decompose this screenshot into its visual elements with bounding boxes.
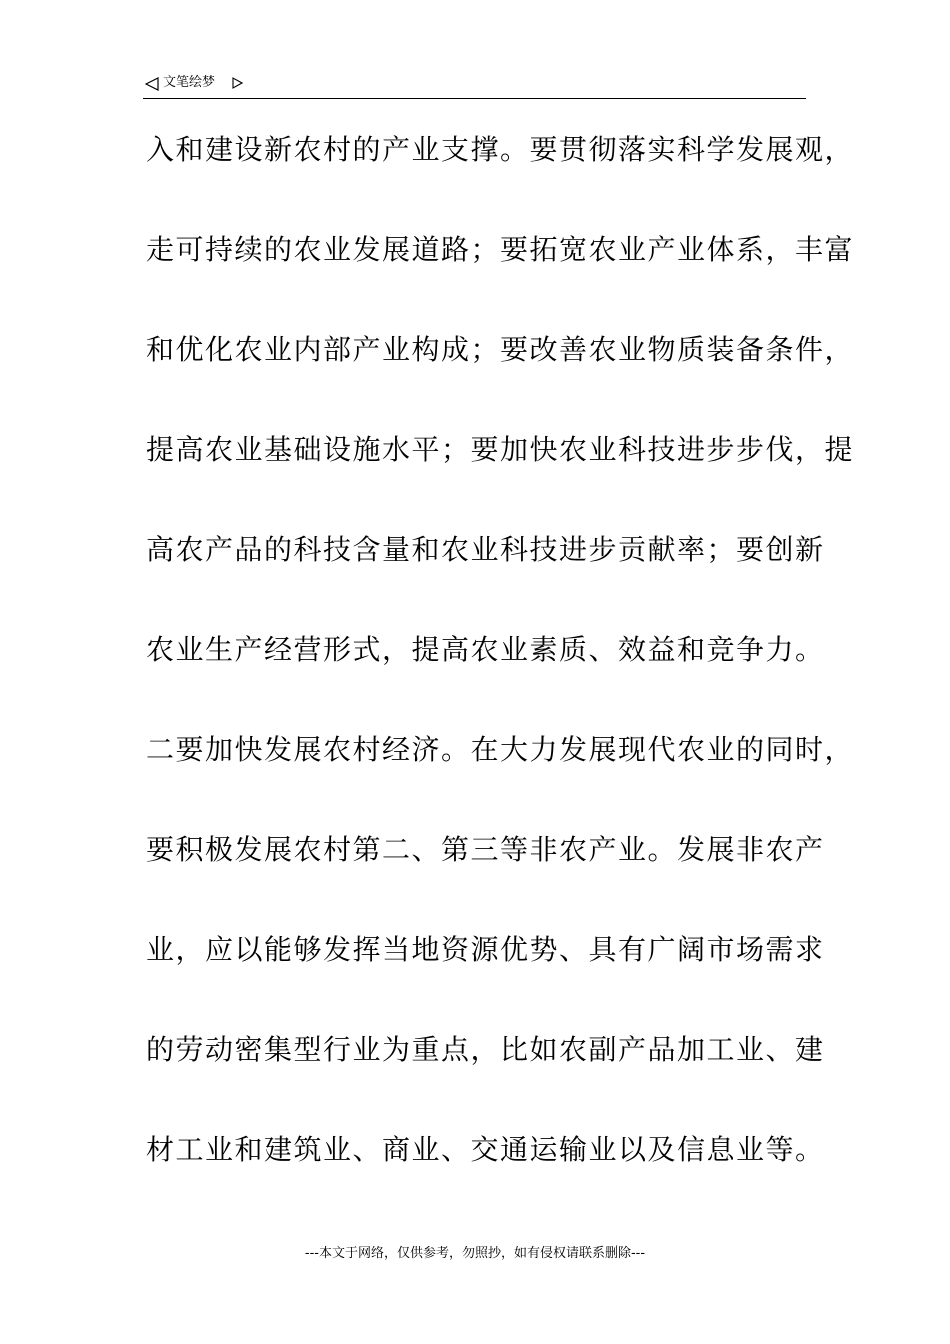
text-line: 农业生产经营形式，提高农业素质、效益和竞争力。 xyxy=(146,633,825,666)
text-line: 和优化农业内部产业构成；要改善农业物质装备条件， xyxy=(146,333,855,366)
triangle-right-icon xyxy=(232,77,243,89)
text-line: 业，应以能够发挥当地资源优势、具有广阔市场需求 xyxy=(146,933,825,966)
page-footer: ---本文于网络，仅供参考，勿照抄，如有侵权请联系删除--- xyxy=(304,1246,646,1261)
text-line: 高农产品的科技含量和农业科技进步贡献率；要创新 xyxy=(146,533,825,566)
text-line: 入和建设新农村的产业支撑。要贯彻落实科学发展观， xyxy=(146,133,855,166)
document-body xyxy=(146,130,855,1230)
page-header xyxy=(143,72,806,99)
triangle-left-icon xyxy=(145,77,159,91)
text-line: 二要加快发展农村经济。在大力发展现代农业的同时， xyxy=(146,733,855,766)
text-line: 提高农业基础设施水平；要加快农业科技进步步伐，提 xyxy=(146,433,855,466)
text-line: 材工业和建筑业、商业、交通运输业以及信息业等。 xyxy=(146,1133,825,1166)
text-line: 走可持续的农业发展道路；要拓宽农业产业体系，丰富 xyxy=(146,233,855,266)
header-title: 文笔绘梦 xyxy=(163,75,216,90)
text-line: 的劳动密集型行业为重点，比如农副产品加工业、建 xyxy=(146,1033,825,1066)
text-line: 要积极发展农村第二、第三等非农产业。发展非农产 xyxy=(146,833,825,866)
